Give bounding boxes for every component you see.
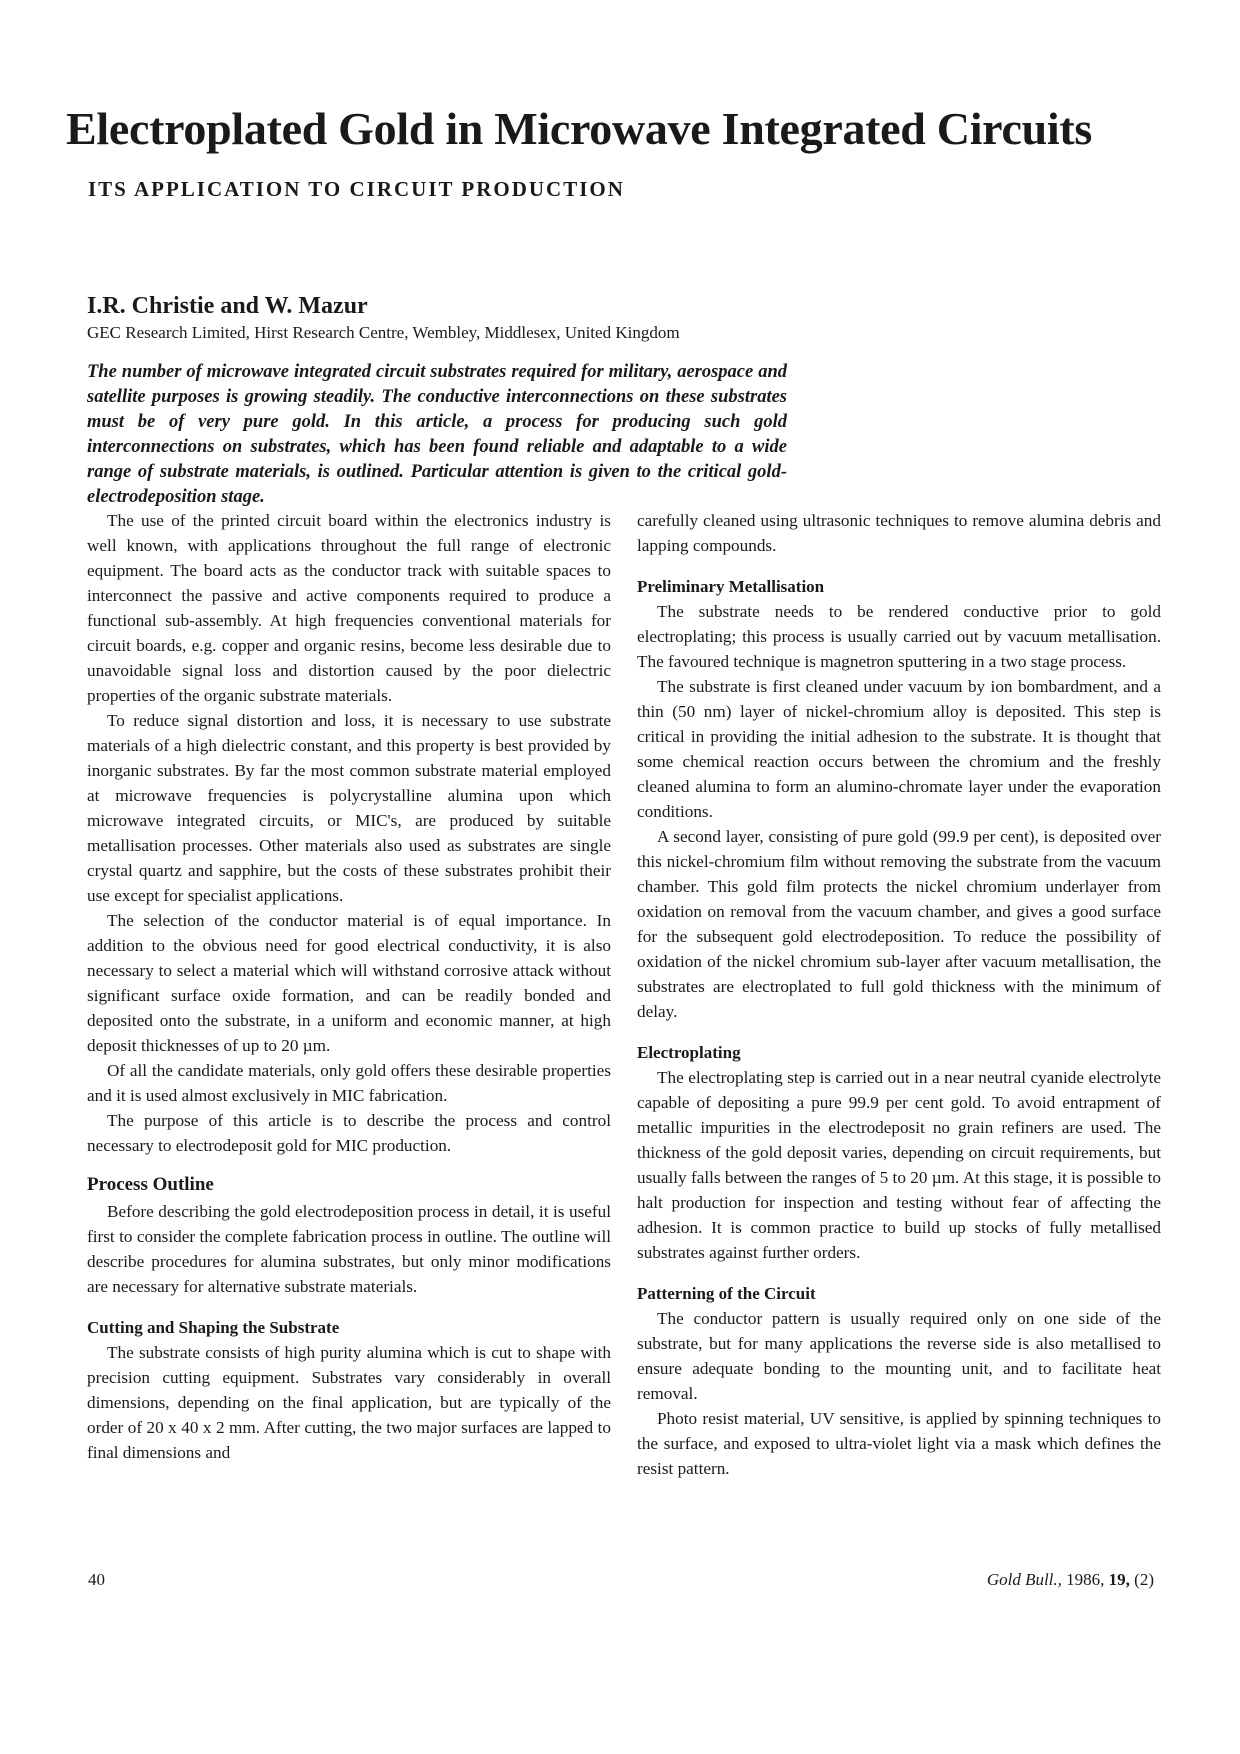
patterning-paragraph-1: The conductor pattern is usually required only on one side of the substrate, but for many applications the reverse side is also metallised to ensure adequate bonding to the mounting unit, and to facilitate heat removal.	[637, 1309, 1161, 1403]
metallisation-paragraph-3: A second layer, consisting of pure gold (99.9 per cent), is deposited over this nickel-chromium film without removing the substrate from the vacuum chamber. This gold film protects the nickel chromium underlayer from oxidation on removal from the vacuum chamber, and gives a good surface for the subsequent gold electrodeposition. To reduce the possibility of oxidation of the nickel chromium sub-layer after vacuum metallisation, the substrates are electroplated to full gold thickness with the minimum of delay.	[637, 827, 1161, 1021]
patterning-paragraph-2: Photo resist material, UV sensitive, is applied by spinning techniques to the surface, and exposed to ultra-violet light via a mask which defines the resist pattern.	[637, 1409, 1161, 1478]
intro-paragraph-5: The purpose of this article is to describe the process and control necessary to electrodeposit gold for MIC production.	[87, 1111, 611, 1155]
abstract: The number of microwave integrated circuit substrates required for military, aerospace and satellite purposes is growing steadily. The conductive interconnections on these substrates must be of very pure gold. In this article, a process for producing such gold interconnections on substrates, which has been found reliable and adaptable to a wide range of substrate materials, is outlined. Particular attention is given to the critical gold-electrodeposition stage.	[87, 362, 787, 507]
metallisation-paragraph-1: The substrate needs to be rendered conductive prior to gold electroplating; this process is usually carried out by vacuum metallisation. The favoured technique is magnetron sputtering in a two stage process.	[637, 602, 1161, 671]
left-column	[87, 508, 611, 1465]
intro-paragraph-3: The selection of the conductor material is of equal importance. In addition to the obvious need for good electrical conductivity, it is also necessary to select a material which will withstand corrosive attack without significant surface oxide formation, and can be readily bonded and deposited onto the substrate, in a uniform and economic manner, at high deposit thicknesses of up to 20 µm.	[87, 911, 611, 1055]
section-heading-process-outline: Process Outline	[87, 1174, 214, 1195]
article-title: Electroplated Gold in Microwave Integrated Circuits	[66, 103, 1092, 154]
article-subtitle: ITS APPLICATION TO CIRCUIT PRODUCTION	[88, 177, 625, 201]
intro-paragraph-1: The use of the printed circuit board within the electronics industry is well known, with applications throughout the full range of electronic equipment. The board acts as the conductor track with suitable spaces to interconnect the passive and active components required to produce a functional sub-assembly. At high frequencies conventional materials for circuit boards, e.g. copper and organic resins, become less desirable due to unavoidable signal loss and distortion caused by the poor dielectric properties of the organic substrate materials.	[87, 511, 611, 705]
subheading-patterning: Patterning of the Circuit	[637, 1284, 816, 1303]
journal-reference	[987, 1570, 1154, 1590]
page-number: 40	[88, 1570, 105, 1589]
cutting-paragraph: The substrate consists of high purity alumina which is cut to shape with precision cutting equipment. Substrates vary considerably in overall dimensions, depending on the final application, but are typically of the order of 20 x 40 x 2 mm. After cutting, the two major surfaces are lapped to final dimensions and	[87, 1343, 611, 1462]
process-outline-paragraph: Before describing the gold electrodeposition process in detail, it is useful first to consider the complete fabrication process in outline. The outline will describe procedures for alumina substrates, but only minor modifications are necessary for alternative substrate materials.	[87, 1202, 611, 1296]
journal-year: 1986,	[1066, 1570, 1105, 1589]
journal-issue: (2)	[1134, 1570, 1154, 1589]
intro-paragraph-4: Of all the candidate materials, only gold offers these desirable properties and it is used almost exclusively in MIC fabrication.	[87, 1061, 611, 1105]
subheading-cutting: Cutting and Shaping the Substrate	[87, 1318, 340, 1337]
intro-paragraph-2: To reduce signal distortion and loss, it is necessary to use substrate materials of a high dielectric constant, and this property is best provided by inorganic substrates. By far the most common substrate material employed at microwave frequencies is polycrystalline alumina upon which microwave integrated circuits, or MIC's, are produced by suitable metallisation processes. Other materials also used as substrates are single crystal quartz and sapphire, but the costs of these substrates prohibit their use except for specialist applications.	[87, 711, 611, 905]
authors: I.R. Christie and W. Mazur	[87, 293, 368, 319]
journal-volume: 19,	[1108, 1570, 1130, 1589]
cutting-continued-paragraph: carefully cleaned using ultrasonic techniques to remove alumina debris and lapping compounds.	[637, 511, 1161, 555]
electroplating-paragraph: The electroplating step is carried out in a near neutral cyanide electrolyte capable of depositing a pure 99.9 per cent gold. To avoid entrapment of metallic impurities in the electrodeposit no grain refiners are used. The thickness of the gold deposit varies, depending on circuit requirements, but usually falls between the ranges of 5 to 20 µm. At this stage, it is possible to halt production for inspection and testing without fear of affecting the adhesion. It is common practice to build up stocks of fully metallised substrates against further orders.	[637, 1068, 1161, 1262]
subheading-electroplating: Electroplating	[637, 1043, 741, 1062]
right-column	[637, 508, 1161, 1481]
metallisation-paragraph-2: The substrate is first cleaned under vacuum by ion bombardment, and a thin (50 nm) layer of nickel-chromium alloy is deposited. This step is critical in providing the initial adhesion to the substrate. It is thought that some chemical reaction occurs between the chromium and the freshly cleaned alumina to form an alumino-chromate layer under the evaporation conditions.	[637, 677, 1161, 821]
subheading-metallisation: Preliminary Metallisation	[637, 577, 825, 596]
affiliation: GEC Research Limited, Hirst Research Centre, Wembley, Middlesex, United Kingdom	[87, 323, 680, 342]
journal-name: Gold Bull.,	[986, 1570, 1062, 1589]
